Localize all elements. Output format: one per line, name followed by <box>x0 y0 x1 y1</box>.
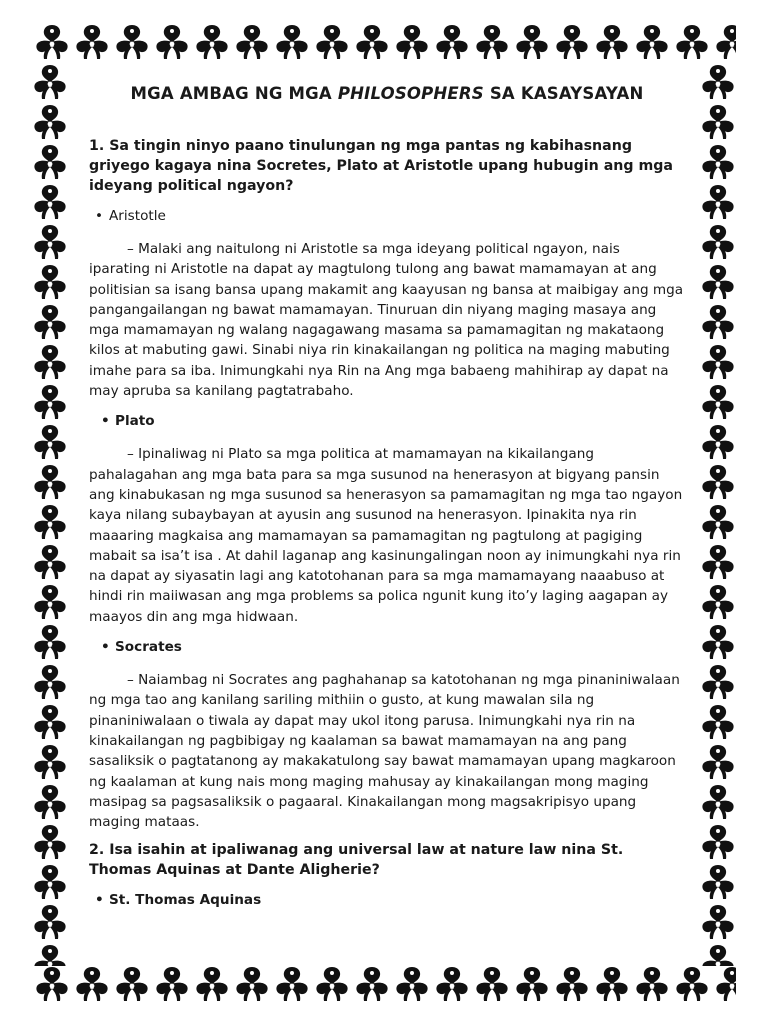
question-1: 1. Sa tingin ninyo paano tinulungan ng mga pantas ng kabihasnang griyego kagaya nina Socretes, Plato at Aristotle upang hubugin ang mga ideyang political ngayon? <box>89 138 673 194</box>
section-heading-st-thomas-aquinas: • St. Thomas Aquinas <box>95 892 262 909</box>
right-border <box>698 62 738 966</box>
section-body-socrates: – Naiambag ni Socrates ang paghahanap sa katotohanan ng mga pinaniniwalaan ng mga tao ang kanilang sariling mithiin o gusto, at kung mawalan sila ng pinaniniwalaan o tiwala ay dapat may ukol itong parusa. Inimungkahi nya rin na kinakailangan ng pagbibigay ng kaalaman sa bawat mamamayan na ang pang sasaliksik o pagtatanong ay makakatulong say bawat mamamayan upang magkaroon ng kaalaman at kung nais mong maging mahusay ay kinakailangan mong maging masipag sa pagsasaliksik o pagaaral. Kinakailangan mong magsakripisyo upang maging mataas. <box>89 672 680 831</box>
bullet-icon: • <box>95 892 104 909</box>
section-heading-plato: • Plato <box>101 413 155 430</box>
left-border <box>30 62 70 966</box>
page-title: MGA AMBAG NG MGA PHILOSOPHERS SA KASAYSAYAN <box>130 84 644 103</box>
top-border <box>32 22 736 62</box>
document-body <box>89 68 685 910</box>
bottom-border <box>32 964 736 1004</box>
flower-ornament-icon <box>32 22 736 62</box>
bullet-icon: • <box>95 208 104 224</box>
flower-ornament-icon <box>30 62 70 966</box>
bullet-icon: • <box>101 639 110 656</box>
section-heading-aristotle: • Aristotle <box>95 208 166 224</box>
flower-ornament-icon <box>32 964 736 1004</box>
flower-ornament-icon <box>698 62 738 966</box>
section-body-aristotle: – Malaki ang naitulong ni Aristotle sa mga ideyang political ngayon, nais iparating ni Aristotle na dapat ay magtulong tulong ang bawat mamamayan at ang politisian sa isang bansa upang makamit ang kaayusan ng bansa at maibigay ang mga pangangailangan ng bawat mamamayan. Tinuruan din niyang maging masaya ang mga mamamayan ng walang nagagawang masama sa pamamagitan ng makataong kilos at mabuting gawi. Sinabi niya rin kinakailangan ng politica na maging mabuting imahe para sa iba. Inimungkahi nya Rin na Ang mga babaeng mahihirap ay dapat na may apruba sa kanilang pagtatrabaho. <box>89 241 684 400</box>
question-2: 2. Isa isahin at ipaliwanag ang universal law at nature law nina St. Thomas Aquinas at Dante Aligherie? <box>89 842 624 879</box>
section-body-plato: – Ipinaliwag ni Plato sa mga politica at mamamayan na kikailangang pahalagahan ang mga bata para sa mga susunod na henerasyon at bigyang pansin ang kinabukasan ng mga susunod sa henerasyon sa pamamagitan ng mga tao ngayon kaya nilang subaybayan at ayusin ang susunod na henerasyon. Ipinakita nya rin maaaring magkaisa ang mamamayan sa pamamagitan ng pagtulong at pagiging mabait sa isa’t isa . At dahil laganap ang kasinungalingan noon ay inimungkahi nya rin na dapat ay siyasatin lagi ang katotohanan para sa mga mamamayang naaabuso at hindi rin maiiwasan ang mga problems sa polica ngunit kung ito’y laging aagapan ay maayos din ang mga hidwaan. <box>89 446 683 625</box>
section-heading-socrates: • Socrates <box>101 639 182 656</box>
bullet-icon: • <box>101 413 110 430</box>
